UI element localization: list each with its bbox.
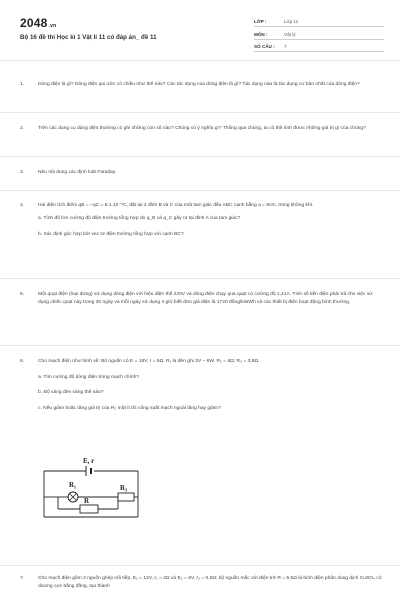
r-label: R <box>84 497 90 505</box>
r3-label: R₃ <box>120 484 128 492</box>
document-meta <box>254 17 384 55</box>
question-divider <box>0 278 400 279</box>
question-6: 6. Cho mạch điện như hình vẽ: Bộ nguồn có E = 18V, r = 5Ω, R₁ là đèn ghi 3V − 6W. R₂ = 6Ω; R₃ = 3,8Ω. a. Tìm cường độ dòng điện trong mạch chính? b. Độ sáng đèn sáng thế nào? c. Nếu giảm hoặc tăng giá trị của R₂ một ít thì công suất mạch ngoài tăng hay giảm? <box>20 359 260 411</box>
resistor-r <box>80 505 98 513</box>
question-1: 1. Dòng điện là gì? Dòng điện qui ước có chiều như thế nào? Các tác dụng của dòng điện là gì? Tác dụng nào là tác dụng cơ bản nhất của dòng điện? <box>20 82 360 87</box>
header-divider <box>0 60 400 61</box>
question-3: 3. Nêu nội dung các định luật Faraday. <box>20 170 117 175</box>
question-divider <box>0 112 400 113</box>
question-5: 5. Một quạt điện (loại đứng) sử dụng dòng điện với hiệu điện thế 220V và dòng điện chạy qua quạt có cường độ 1,41A. Tính số tiền điện phải trả cho việc sử dụng chiếc quạt này trong 30 ngày và mỗi ngày sử dụng 4 giờ biết đơn giá điện là 1720 đồng/kWWh và các thiết bị điện hoạt động bình thường. <box>20 292 373 305</box>
meta-row-count: SỐ CÂU : 7 <box>254 42 384 52</box>
circuit-diagram <box>38 457 144 531</box>
source-label: E, r <box>83 457 95 465</box>
question-divider <box>0 565 400 566</box>
meta-row-subject: MÔN : Vật lý <box>254 30 384 40</box>
document-title: Bộ 16 đề thi Học kì 1 Vật lí 11 có đáp án_ đề 11 <box>20 34 157 41</box>
question-divider <box>0 190 400 191</box>
question-2: 2. Trên các dụng cụ dùng điện thường có ghi những con số nào? Chúng có ý nghĩa gì? Thông qua chúng, ta có thể tính được những giá trị gì của chúng? <box>20 126 366 131</box>
site-logo[interactable]: 2048.vn <box>20 16 57 30</box>
question-divider <box>0 156 400 157</box>
question-4: 4. Hai điện tích điểm qB = −qC = 8,1.10⁻⁸C, đặt tại 2 đỉnh B và C của một tam giác đều ABC cạnh bằng a = 8cm, trong không khí. a. Tính độ lớn cường độ điện trường tổng hợp do q_B và q_C gây ra tại đỉnh A của tam giác? b. Xác định góc hợp bởi vec tơ điện trường tổng hợp với cạnh BC? <box>20 203 314 238</box>
resistor-r3 <box>118 493 134 501</box>
question-divider <box>0 345 400 346</box>
question-7: 7. Cho mạch điện gồm 2 nguồn ghép nối tiếp, E₁ = 12V, r₁ = 2Ω và E₂ = 6V, r₂ = 0,5Ω; bộ nguồn mắc với điện trở R = 5,5Ω là bình điện phân dung dịch CuSO₄ có dương cực bằng đồng, tạo thành <box>20 576 382 589</box>
meta-row-class: LỚP : Lớp 11 <box>254 17 384 27</box>
r1-label: R₁ <box>69 481 77 489</box>
